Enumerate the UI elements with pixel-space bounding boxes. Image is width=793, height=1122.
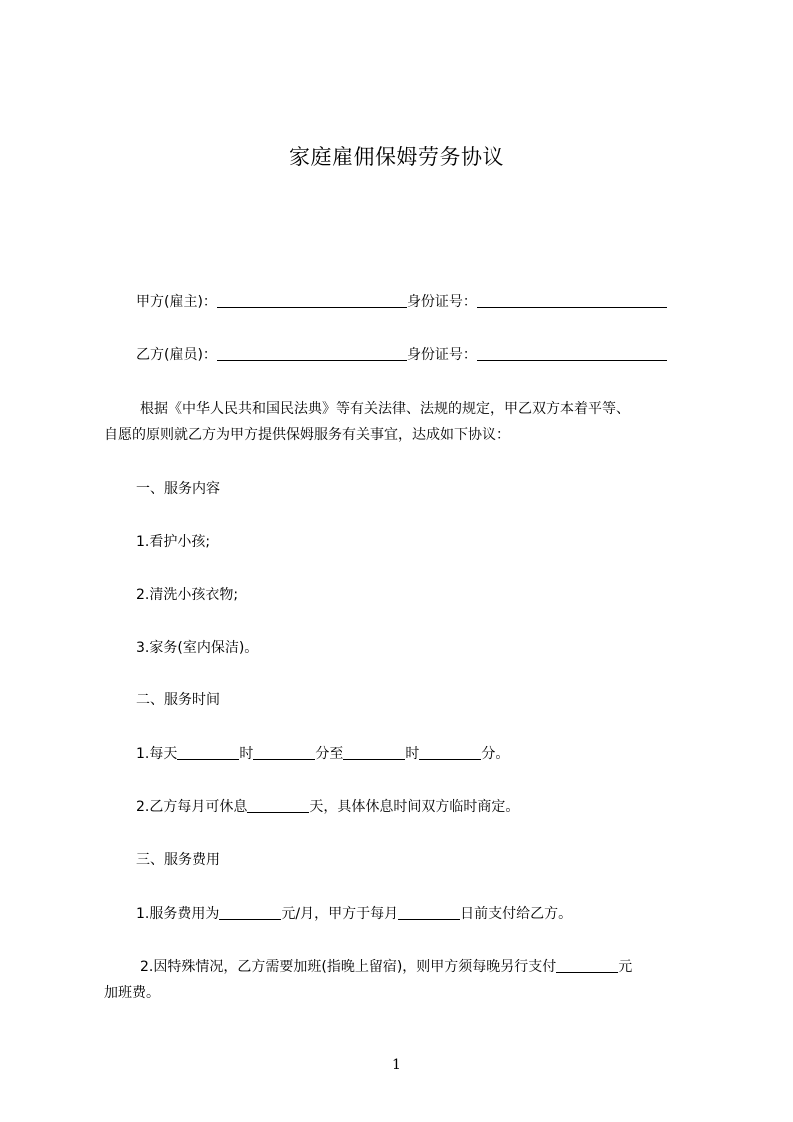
party-a-label: 甲方(雇主)： xyxy=(136,294,217,310)
party-b-line xyxy=(136,345,667,365)
hour-from-blank xyxy=(177,745,239,760)
preamble-line-1: 根据《中华人民共和国民法典》等有关法律、法规的规定，甲乙双方本着平等、 xyxy=(140,401,630,417)
section-3-item-2 xyxy=(104,954,704,1006)
minute-from-blank xyxy=(253,745,315,760)
section-3-heading: 三、服务费用 xyxy=(136,852,220,868)
party-a-id-label: 身份证号： xyxy=(406,294,477,310)
overtime-fee-blank xyxy=(556,958,618,973)
party-b-name-blank xyxy=(217,346,407,361)
pay-day-blank xyxy=(398,905,460,920)
party-b-label: 乙方(雇员)： xyxy=(136,347,217,363)
hour-to-blank xyxy=(343,745,405,760)
minute-to-blank xyxy=(419,745,481,760)
party-a-line xyxy=(136,292,667,312)
preamble-line-2: 自愿的原则就乙方为甲方提供保姆服务有关事宜，达成如下协议： xyxy=(104,427,510,443)
section-1-item-3: 3.家务(室内保洁)。 xyxy=(136,640,259,656)
section-3-item-2-line-1: 2.因特殊情况，乙方需要加班(指晚上留宿)，则甲方须每晚另行支付 元 xyxy=(140,959,633,975)
party-a-name-blank xyxy=(217,293,407,308)
document-title: 家庭雇佣保姆劳务协议 xyxy=(289,145,504,169)
preamble xyxy=(104,396,704,448)
section-2-item-1: 1.每天 时 分至 时 分。 xyxy=(136,746,510,762)
section-1-item-1: 1.看护小孩; xyxy=(136,534,211,550)
section-2-item-2: 2.乙方每月可休息 天，具体休息时间双方临时商定。 xyxy=(136,799,520,815)
section-2-heading: 二、服务时间 xyxy=(136,692,220,708)
section-1-heading: 一、服务内容 xyxy=(136,481,220,497)
section-3-item-1: 1.服务费用为 元/月，甲方于每月 日前支付给乙方。 xyxy=(136,906,573,922)
page-number: 1 xyxy=(392,1057,401,1073)
party-b-id-label: 身份证号： xyxy=(406,347,477,363)
party-a-id-blank xyxy=(477,293,667,308)
party-b-id-blank xyxy=(477,346,667,361)
section-1-item-2: 2.清洗小孩衣物; xyxy=(136,587,239,603)
section-3-item-2-line-2: 加班费。 xyxy=(104,985,160,1001)
rest-days-blank xyxy=(247,798,309,813)
monthly-fee-blank xyxy=(219,905,281,920)
